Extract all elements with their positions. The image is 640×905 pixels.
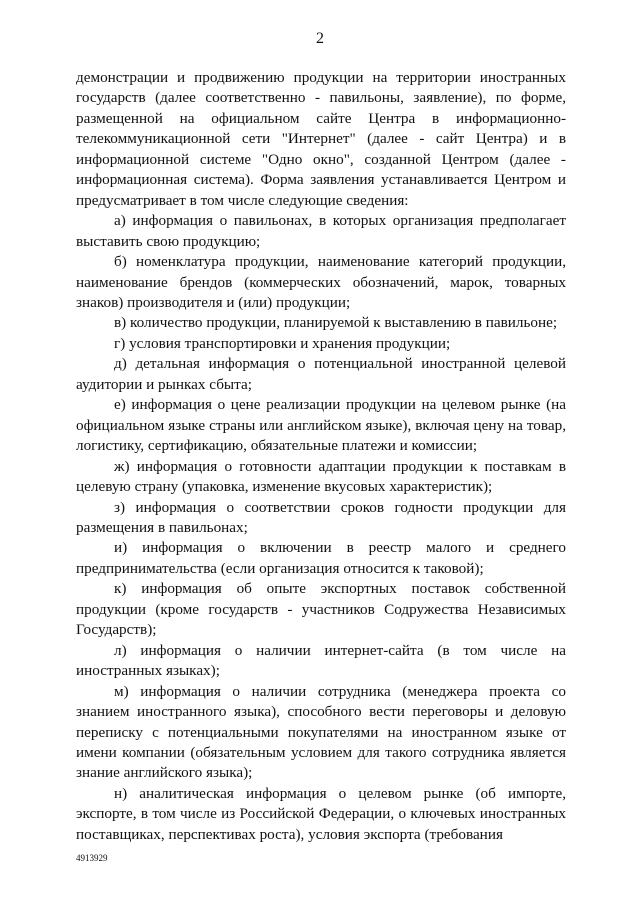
- document-body: [76, 68, 566, 845]
- page-number: 2: [316, 30, 324, 47]
- list-item-e: е) информация о цене реализации продукции на целевом рынке (на официальном языке страны или английском языке), включая цену на товар, логистику, сертификацию, обязательные платежи и комиссии;: [76, 396, 566, 455]
- list-item-v: в) количество продукции, планируемой к выставлению в павильоне;: [114, 314, 558, 332]
- list-item-k: к) информация об опыте экспортных поставок собственной продукции (кроме государств - участников Содружества Независимых Государств);: [76, 580, 566, 639]
- list-item-n: н) аналитическая информация о целевом рынке (об импорте, экспорте, в том числе из Российской Федерации, о ключевых иностранных поставщиках, перспективах роста), условия экспорта (требования: [76, 784, 566, 843]
- list-item-zh: ж) информация о готовности адаптации продукции к поставкам в целевую страну (упаковка, изменение вкусовых характеристик);: [76, 457, 566, 496]
- list-item-l: л) информация о наличии интернет-сайта (в том числе на иностранных языках);: [76, 641, 566, 680]
- list-item-m: м) информация о наличии сотрудника (менеджера проекта со знанием иностранного языка), способного вести переговоры и деловую переписку с потенциальными покупателями на иностранном языке от имени компании (обязательным условием для такого сотрудника является знание английского языка);: [76, 682, 566, 782]
- list-item-g: г) условия транспортировки и хранения продукции;: [114, 334, 451, 352]
- list-item-a: а) информация о павильонах, в которых организация предполагает выставить свою продукцию;: [76, 212, 566, 250]
- list-item-i: и) информация о включении в реестр малого и среднего предпринимательства (если организация относится к таковой);: [76, 539, 566, 577]
- list-item-z: з) информация о соответствии сроков годности продукции для размещения в павильонах;: [76, 498, 566, 536]
- document-code: 4913929: [76, 853, 108, 863]
- list-item-d: д) детальная информация о потенциальной иностранной целевой аудитории и рынках сбыта;: [76, 355, 566, 393]
- paragraph-intro: демонстрации и продвижению продукции на территории иностранных государств (далее соответственно - павильоны, заявление), по форме, размещенной на официальном сайте Центра в информационно-телекоммуникационной сети "Интернет" (далее - сайт Центра) и в информационной системе "Одно окно", созданной Центром (далее - информационная система). Форма заявления устанавливается Центром и предусматривает в том числе следующие сведения:: [76, 69, 566, 209]
- list-item-b: б) номенклатура продукции, наименование категорий продукции, наименование брендов (коммерческих обозначений, марок, товарных знаков) производителя и (или) продукции;: [76, 253, 566, 311]
